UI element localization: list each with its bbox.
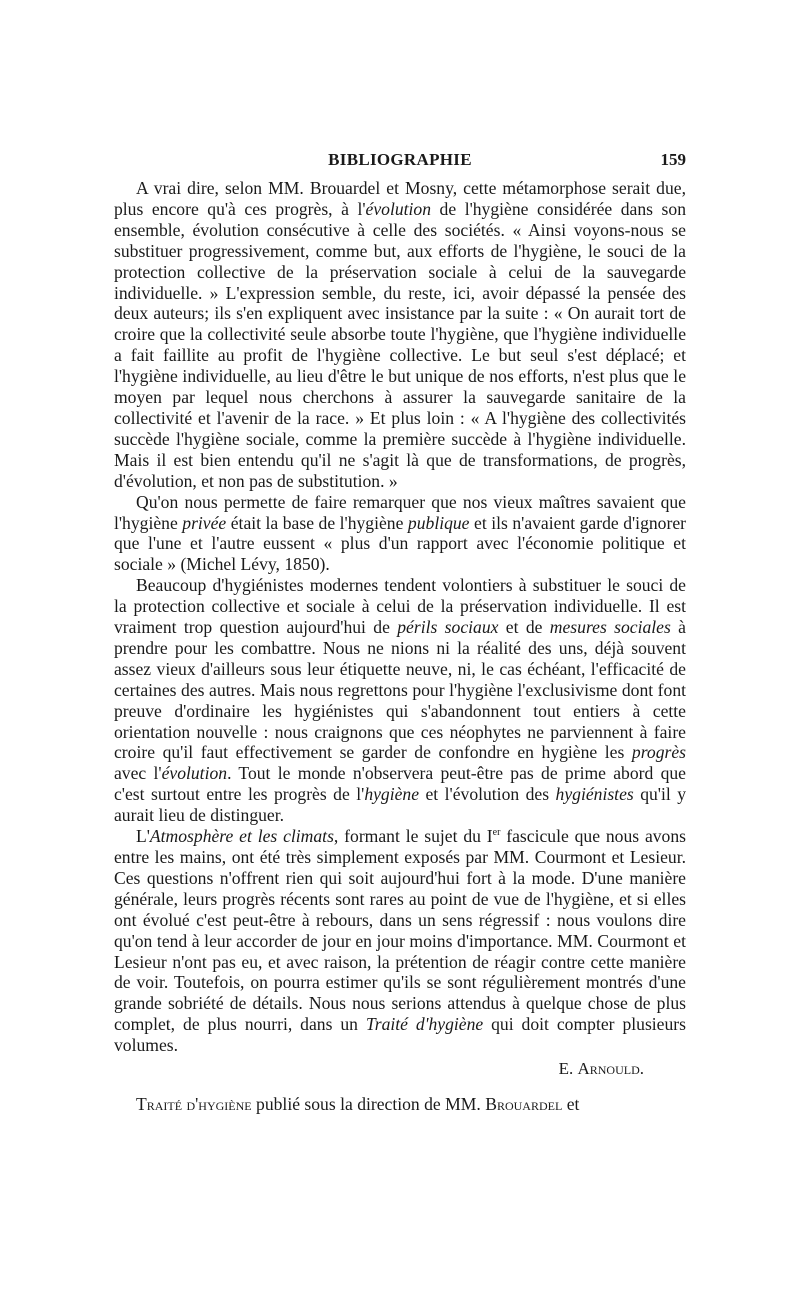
text-run: Beaucoup d'hygiénistes modernes tendent volontiers à substituer le souci de la protection collective et sociale à celui de la préservation individuelle. Il est vraiment trop question aujourd'hui de xyxy=(114,575,686,638)
paragraph-2 xyxy=(114,492,686,576)
paragraph-1 xyxy=(114,178,686,492)
entry-author: Brouardel xyxy=(485,1094,563,1115)
superscript: er xyxy=(492,827,501,839)
emphasis: Atmosphère et les climats xyxy=(149,826,334,847)
text-run: et l'évolution des xyxy=(419,784,556,805)
document-page xyxy=(114,150,686,1115)
text-run: A vrai dire, selon MM. Brouardel et Mosny, cette métamorphose serait due, plus encore qu'à ces progrès, à l' xyxy=(114,178,686,219)
paragraph-4 xyxy=(114,826,686,1056)
emphasis: mesures sociales xyxy=(549,617,671,638)
text-run: et de xyxy=(498,617,550,638)
signature-initial: E. xyxy=(558,1059,574,1079)
running-head-title: BIBLIOGRAPHIE xyxy=(328,150,472,169)
entry-title: Traité d'hygiène xyxy=(136,1094,252,1115)
running-head xyxy=(114,150,686,178)
signature-name: Arnould. xyxy=(577,1059,644,1079)
text-run: de l'hygiène considérée dans son ensemble, évolution consécutive à celle des sociétés. « Ainsi voyons-nous se substituer progressivement, comme but, aux efforts de l'hygiène, le souci de la protection collective de la préservation sociale à celui de la sauvegarde individuelle. » L'expression semble, du reste, ici, avoir dépassé la pensée des deux auteurs; ils s'en expliquent avec insistance par la suite : « On aurait tort de croire que la collectivité seule absorbe toute l'hygiène, que l'hygiène individuelle a fait faillite au profit de l'hygiène collective. Le but seul s'est déplacé; et l'hygiène individuelle, au lieu d'être le but unique de nos efforts, n'est plus que le moyen par lequel nous cherchons à assurer la sauvegarde sanitaire de la collectivité et l'avenir de la race. » Et plus loin : « A l'hygiène des collectivités succède l'hygiène sociale, comme la première succède à l'hygiène individuelle. Mais il est bien entendu qu'il ne s'agit là que de transformations, de progrès, d'évolution, et non pas de substitution. » xyxy=(114,198,686,491)
text-run: L' xyxy=(136,826,150,847)
text-run: qu'il y aurait lieu de distinguer. xyxy=(114,784,686,826)
emphasis: périls sociaux xyxy=(397,617,499,638)
signature xyxy=(114,1058,686,1080)
paragraph-3 xyxy=(114,575,686,826)
emphasis: évolution xyxy=(161,763,228,784)
text-run: fascicule que nous avons entre les mains, ont été très simplement exposés par MM. Courmont et Lesieur. Ces questions n'offrent rien qui soit aujourd'hui fort à la mode. D'une manière générale, leurs progrès récents sont rares au point de vue de l'hygiène, et si elles ont évolué c'est peut-être à rebours, dans un sens régressif : nous voulons dire qu'on tend à leur accorder de jour en jour moins d'importance. MM. Courmont et Lesieur n'ont pas eu, et avec raison, la prétention de réagir contre cette manière de voir. Toutefois, on pourra estimer qu'ils se sont régulièrement montrés d'une grande sobriété de détails. Nous nous serions attendus à quelque chose de plus complet, de plus nourri, dans un xyxy=(114,826,686,1035)
body-text xyxy=(114,178,686,1056)
entry-tail: et xyxy=(562,1094,580,1115)
emphasis: progrès xyxy=(631,742,686,763)
text-run: était la base de l'hygiène xyxy=(226,512,408,533)
emphasis: évolution xyxy=(365,198,432,219)
text-run: à prendre pour les combattre. Nous ne nions ni la réalité des uns, déjà souvent assez vieux d'ailleurs sous leur étiquette neuve, ni, le cas échéant, l'efficacité de certaines des autres. Mais nous regrettons pour l'hygiène l'exclusivisme dont font preuve d'ordinaire les hygiénistes qui s'abandonnent tout entiers à cette orientation nouvelle : nous craignons que ces néophytes ne parviennent à faire croire qu'il faut effectivement se garder de confondre en hygiène les xyxy=(114,617,686,763)
text-run: , formant le sujet du I xyxy=(333,826,493,847)
text-run: et ils n'avaient garde d'ignorer que l'une et l'autre eussent « plus d'un rapport avec l'économie politique et sociale » (Michel Lévy, 1850). xyxy=(114,512,686,575)
text-run: qui doit compter plusieurs volumes. xyxy=(114,1014,686,1056)
emphasis: hygiénistes xyxy=(555,784,634,805)
text-run: avec l' xyxy=(114,763,162,784)
text-run: . Tout le monde n'observera peut-être pas de prime abord que c'est surtout entre les progrès de l' xyxy=(114,763,686,805)
emphasis: privée xyxy=(182,512,227,533)
emphasis: Traité d'hygiène xyxy=(365,1014,484,1035)
emphasis: hygiène xyxy=(364,784,420,805)
entry-text: publié sous la direction de MM. xyxy=(251,1094,486,1115)
next-bibliography-entry xyxy=(114,1094,686,1115)
emphasis: publique xyxy=(407,512,470,533)
page-number: 159 xyxy=(660,150,686,169)
text-run: Qu'on nous permette de faire remarquer que nos vieux maîtres savaient que l'hygiène xyxy=(114,491,686,533)
